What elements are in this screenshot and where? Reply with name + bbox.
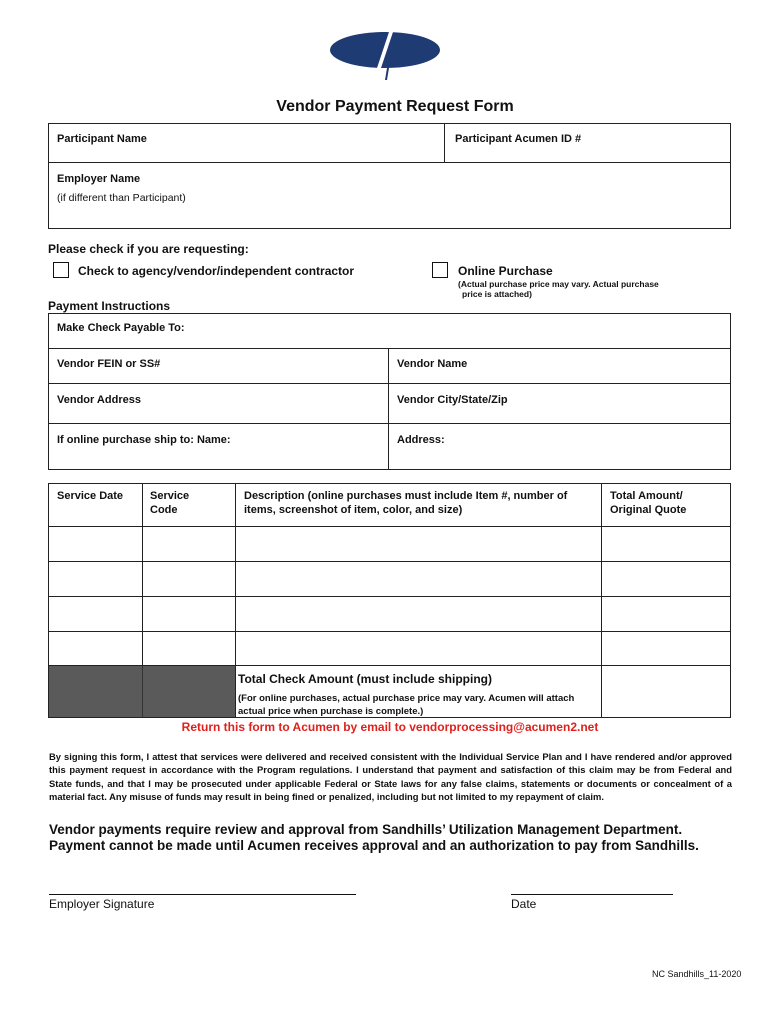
- payment-heading: Payment Instructions: [48, 299, 171, 313]
- ship-address-label: Address:: [397, 434, 445, 446]
- participant-id-label: Participant Acumen ID #: [455, 133, 582, 145]
- acumen-logo: [325, 28, 445, 84]
- participant-box: [48, 123, 731, 229]
- payment-box: [48, 313, 731, 470]
- return-notice: Return this form to Acumen by email to vendorprocessing@acumen2.net: [181, 720, 599, 734]
- employer-signature-label: Employer Signature: [49, 897, 155, 911]
- check-option-checkbox[interactable]: [53, 262, 69, 278]
- online-note-line2: price is attached): [462, 289, 532, 299]
- col-service-code-2: Code: [150, 504, 178, 516]
- date-label: Date: [511, 897, 537, 911]
- approval-line1: Vendor payments require review and approval from Sandhills’ Utilization Management Department.: [49, 822, 683, 837]
- col-service-code-1: Service: [150, 490, 190, 502]
- online-purchase-checkbox[interactable]: [432, 262, 448, 278]
- online-note-line1: (Actual purchase price may vary. Actual purchase: [458, 279, 659, 289]
- col-description-2: items, screenshot of item, color, and size): [244, 504, 463, 516]
- page-title: Vendor Payment Request Form: [276, 98, 514, 115]
- payable-label: Make Check Payable To:: [57, 322, 185, 334]
- vendor-name-label: Vendor Name: [397, 358, 468, 370]
- employer-name-label: Employer Name: [57, 173, 141, 185]
- vendor-address-label: Vendor Address: [57, 394, 141, 406]
- attestation-text: By signing this form, I attest that services were delivered and received consistent with the Individual Service Plan and I have rendered and/or approved this payment request in accordance with the Program regulations. I understand that payment and satisfaction of this claim may be from Federal and State funds, and that I may be prosecuted under applicable Federal or State laws for any false claims, statements or documents or concealment of a material fact. Any misuse of funds may result in being fined or penalized, including but not limited to my repayment of claim.: [49, 751, 732, 802]
- col-total-2: Original Quote: [610, 504, 687, 516]
- ship-name-label: If online purchase ship to: Name:: [57, 434, 231, 446]
- check-option-label: Check to agency/vendor/independent contractor: [78, 264, 355, 278]
- form-code: NC Sandhills_11-2020: [652, 969, 742, 979]
- total-check-label: Total Check Amount (must include shipping): [238, 672, 492, 686]
- approval-line2: Payment cannot be made until Acumen receives approval and an authorization to pay from Sandhills.: [49, 838, 699, 853]
- total-note-line1: (For online purchases, actual purchase price may vary. Acumen will attach: [238, 693, 575, 704]
- employer-signature-line[interactable]: [49, 894, 356, 895]
- total-note-line2: actual price when purchase is complete.): [238, 706, 424, 717]
- online-purchase-label: Online Purchase: [458, 264, 553, 278]
- vendor-city-label: Vendor City/State/Zip: [397, 394, 508, 406]
- date-line[interactable]: [511, 894, 673, 895]
- col-total-1: Total Amount/: [610, 490, 683, 502]
- col-service-date: Service Date: [57, 490, 124, 502]
- request-heading: Please check if you are requesting:: [48, 242, 249, 256]
- col-description-1: Description (online purchases must include Item #, number of: [244, 490, 568, 502]
- employer-note: (if different than Participant): [57, 192, 186, 204]
- vendor-fein-label: Vendor FEIN or SS#: [57, 358, 161, 370]
- participant-name-label: Participant Name: [57, 133, 147, 145]
